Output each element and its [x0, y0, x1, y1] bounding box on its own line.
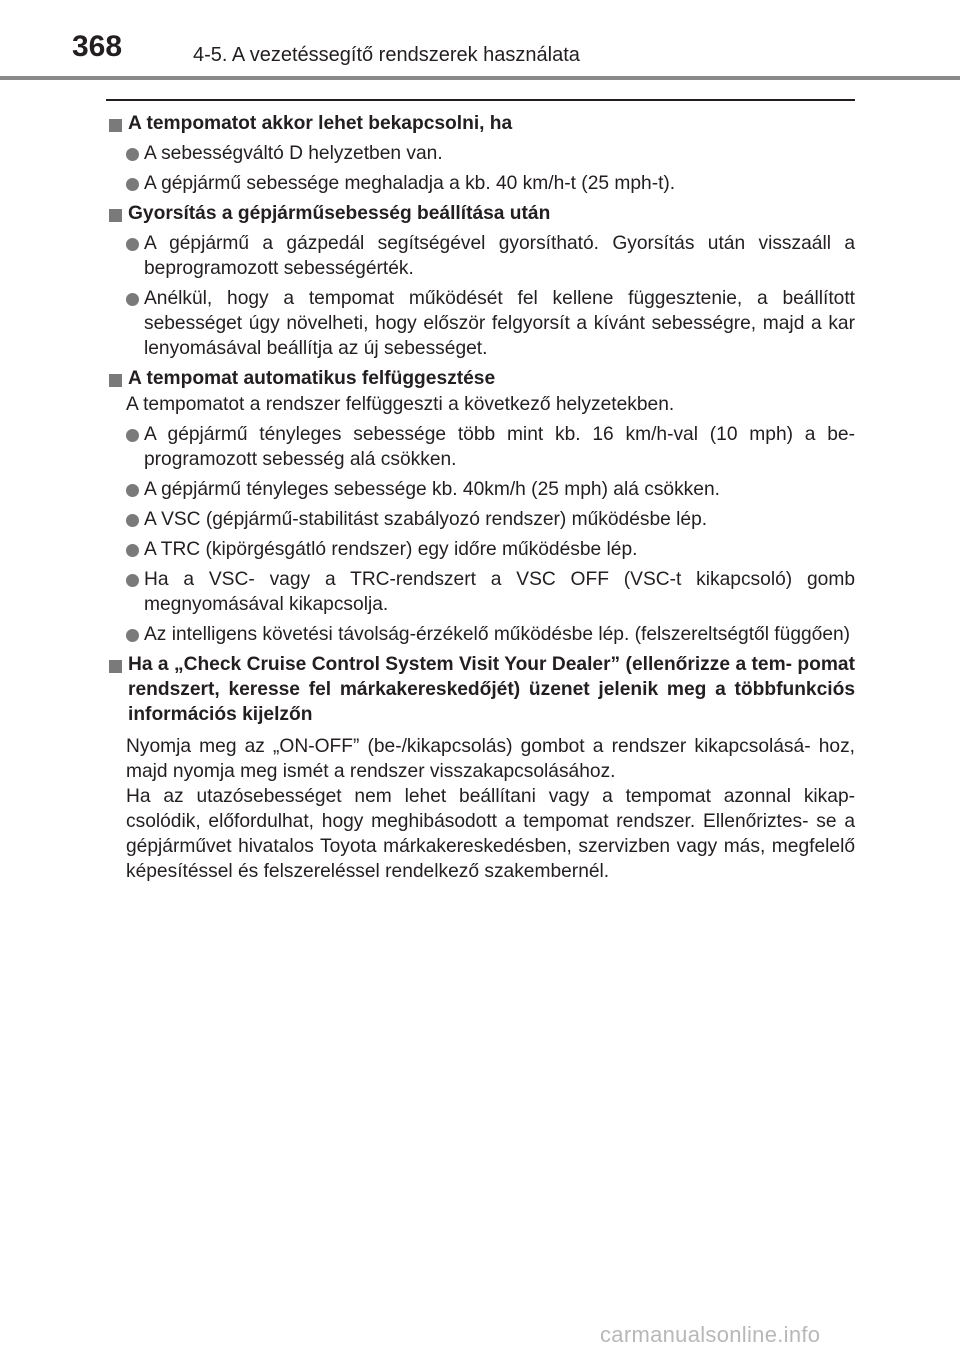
- watermark: carmanualsonline.info: [600, 1322, 821, 1347]
- square-bullet-icon: [109, 119, 122, 132]
- square-bullet-icon: [109, 660, 122, 673]
- circle-bullet-icon: [126, 429, 139, 442]
- list-item: [106, 537, 855, 562]
- list-item-text: Ha a VSC- vagy a TRC-rendszert a VSC OFF (VSC-t kikapcsoló) gomb megnyomásával kikapcsolja.: [144, 569, 855, 615]
- list-item: [106, 422, 855, 472]
- circle-bullet-icon: [126, 629, 139, 642]
- heading-text: A tempomatot akkor lehet bekapcsolni, ha: [128, 113, 513, 134]
- page-number: 368: [72, 30, 123, 63]
- circle-bullet-icon: [126, 544, 139, 557]
- list-item: [106, 507, 855, 532]
- section-heading: [106, 366, 855, 391]
- list-item: [106, 231, 855, 281]
- section-heading: [106, 201, 855, 226]
- list-item: [106, 567, 855, 617]
- circle-bullet-icon: [126, 238, 139, 251]
- list-item: [106, 141, 855, 166]
- section-intro: A tempomatot a rendszer felfüggeszti a következő helyzetekben.: [126, 394, 675, 415]
- page-header: [0, 0, 960, 80]
- circle-bullet-icon: [126, 293, 139, 306]
- list-item-text: A sebességváltó D helyzetben van.: [144, 143, 443, 164]
- list-item: [106, 477, 855, 502]
- circle-bullet-icon: [126, 574, 139, 587]
- heading-text: Gyorsítás a gépjárműsebesség beállítása után: [128, 203, 551, 224]
- list-item: [106, 286, 855, 361]
- section-body: [106, 734, 855, 884]
- list-item-text: A gépjármű sebessége meghaladja a kb. 40 km/h-t (25 mph-t).: [144, 173, 676, 194]
- circle-bullet-icon: [126, 484, 139, 497]
- list-item: [106, 622, 855, 647]
- section-title: 4-5. A vezetéssegítő rendszerek használata: [193, 44, 580, 66]
- list-item-text: A gépjármű tényleges sebessége több mint kb. 16 km/h-val (10 mph) a be- programozott sebesség alá csökken.: [144, 424, 855, 470]
- list-item-text: Anélkül, hogy a tempomat működését fel kellene függesztenie, a beállított sebességet úgy növelheti, hogy először felgyorsít a kívánt sebességre, majd a kar lenyomásával beállítja az új sebességet.: [144, 288, 855, 359]
- list-item-text: A VSC (gépjármű-stabilitást szabályozó rendszer) működésbe lép.: [144, 509, 708, 530]
- list-item-text: A gépjármű tényleges sebessége kb. 40km/h (25 mph) alá csökken.: [144, 479, 720, 500]
- square-bullet-icon: [109, 374, 122, 387]
- list-item-text: Az intelligens követési távolság-érzékelő működésbe lép. (felszereltségtől függően): [144, 624, 851, 645]
- header-divider: [0, 76, 960, 80]
- section-heading: [106, 111, 855, 136]
- heading-text: Ha a „Check Cruise Control System Visit Your Dealer” (ellenőrizze a tem- pomat rendszert, keresse fel márkakereskedőjét) üzenet jelenik meg a többfunkciós információs kijelzőn: [128, 654, 855, 725]
- circle-bullet-icon: [126, 514, 139, 527]
- heading-text: A tempomat automatikus felfüggesztése: [128, 368, 496, 389]
- section-heading: [106, 652, 855, 727]
- paragraph: Ha az utazósebességet nem lehet beállítani vagy a tempomat azonnal kikap- csolódik, előfordulhat, hogy meghibásodott a tempomat rendszer. Ellenőriztes- se a gépjárművet hivatalos Toyota márkakereskedésben, szervizben vagy más, megfelelő képesítéssel és felszereléssel rendelkező szakembernél.: [126, 786, 855, 882]
- document-body: [106, 106, 855, 884]
- list-item: [106, 171, 855, 196]
- content-top-rule: [106, 99, 855, 101]
- square-bullet-icon: [109, 209, 122, 222]
- list-item-text: A TRC (kipörgésgátló rendszer) egy időre működésbe lép.: [144, 539, 638, 560]
- circle-bullet-icon: [126, 178, 139, 191]
- circle-bullet-icon: [126, 148, 139, 161]
- paragraph: Nyomja meg az „ON-OFF” (be-/kikapcsolás) gombot a rendszer kikapcsolásá- hoz, majd nyomja meg ismét a rendszer visszakapcsolásához.: [126, 736, 855, 782]
- list-item-text: A gépjármű a gázpedál segítségével gyorsítható. Gyorsítás után visszaáll a beprogramozott sebességérték.: [144, 233, 855, 279]
